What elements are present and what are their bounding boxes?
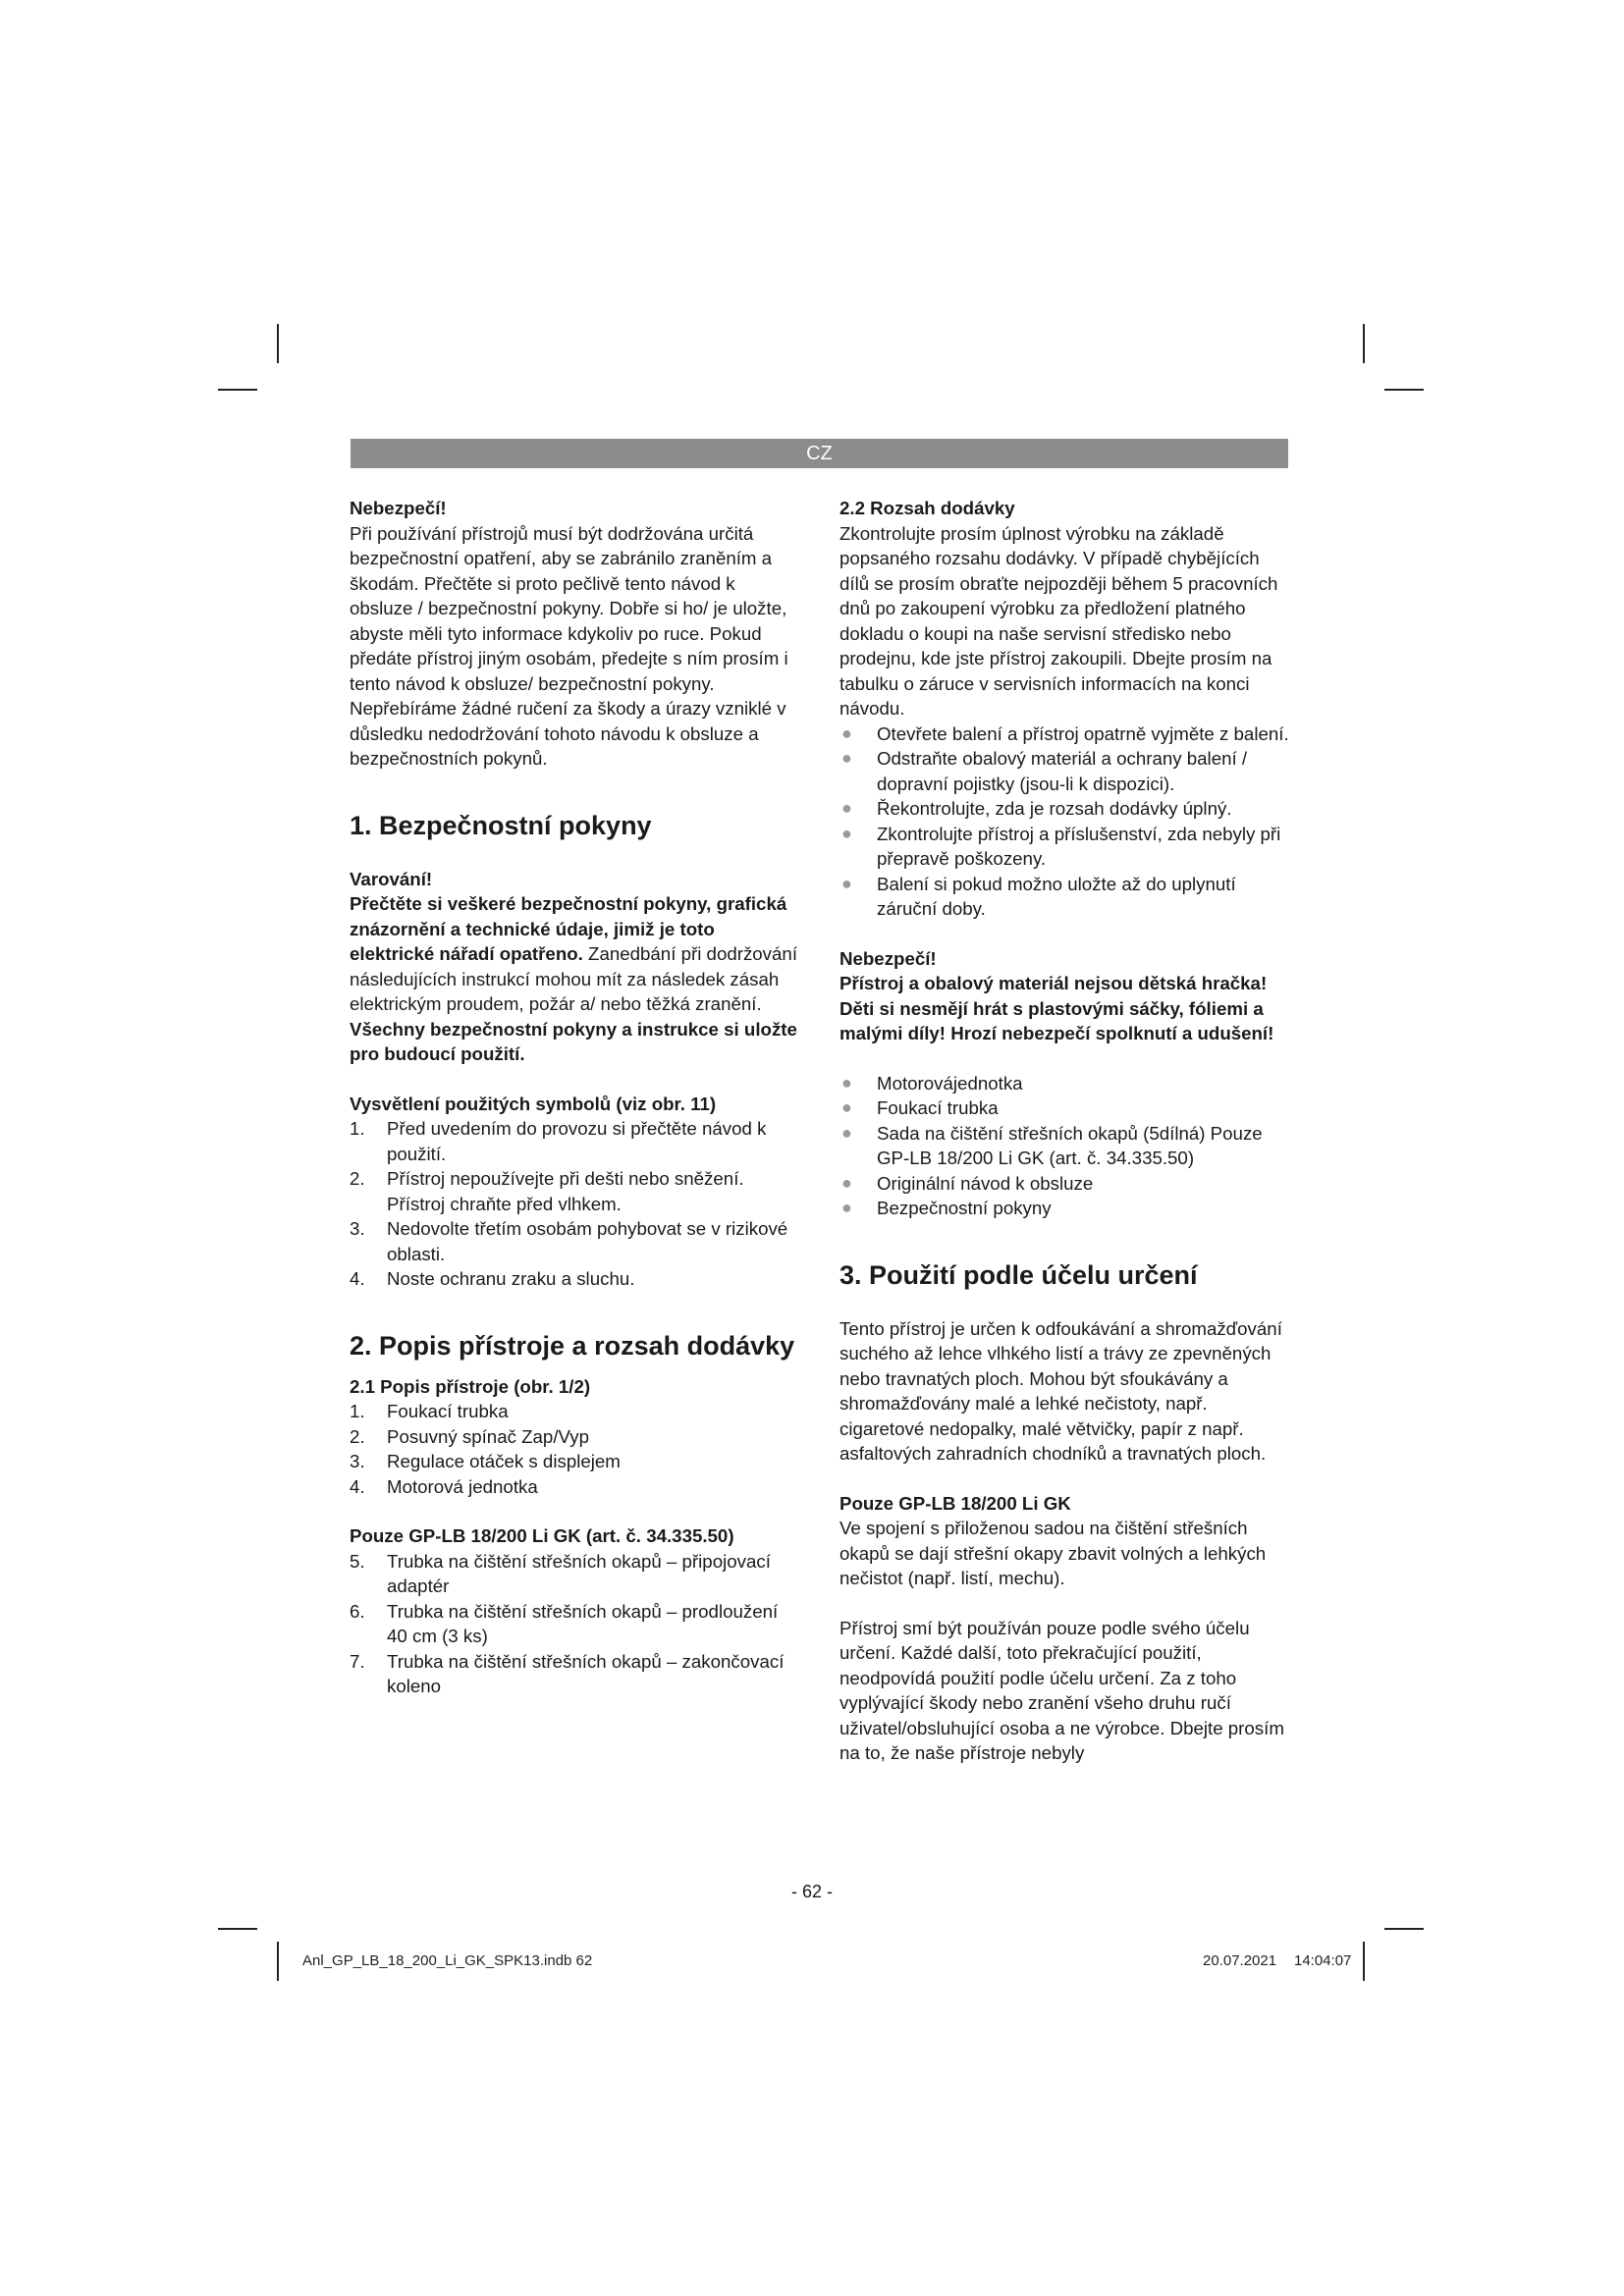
bullet-icon: ● bbox=[841, 1097, 852, 1117]
crop-mark bbox=[218, 389, 257, 391]
bullet-icon: ● bbox=[841, 1172, 852, 1193]
list-item: 1. Foukací trubka bbox=[350, 1401, 509, 1421]
danger-heading: Nebezpečí! bbox=[839, 947, 937, 969]
language-header bbox=[351, 439, 1288, 468]
danger-warning-text: Přístroj a obalový materiál nejsou dětská hračka! Děti si nesmějí hrát s plastovými sáčky, fóliemi a malými díly! Hrozí nebezpečí spolknutí a udušení! bbox=[839, 973, 1274, 1043]
crop-mark bbox=[1363, 1942, 1365, 1981]
bullet-icon: ● bbox=[841, 748, 852, 768]
parts-list bbox=[350, 1399, 801, 1499]
list-item: ● Řekontrolujte, zda je rozsah dodávky úplný. bbox=[839, 796, 1291, 822]
page-number: - 62 - bbox=[790, 1882, 833, 1901]
list-item: ● Bezpečnostní pokyny bbox=[839, 1196, 1291, 1221]
delivery-paragraph: Zkontrolujte prosím úplnost výrobku na základě popsaného rozsahu dodávky. V případě chybějících dílů se prosím obraťte nejpozději během 5 pracovních dnů po zakoupení výrobku za předložení platného dokladu o koupi na naše servisní středisko nebo prodejnu, kde jste přístroj zakoupili. Dbejte prosím na tabulku o záruce v servisních informacích na konci návodu. bbox=[839, 522, 1278, 719]
liability-paragraph: Přístroj smí být používán pouze podle svého účelu určení. Každé další, toto překračující použití, neodpovídá použití podle účelu určení. Za z toho vyplývající škody nebo zranění všeho druhu ručí uživatel/obsluhující osoba a ne výrobce. Dbejte prosím na to, že naše přístroje nebyly bbox=[839, 1617, 1284, 1763]
crop-mark bbox=[1384, 1928, 1424, 1930]
keep-instructions-text: Všechny bezpečnostní pokyny a instrukce si uložte pro budoucí použití. bbox=[350, 1018, 797, 1064]
list-item: ● Originální návod k obsluze bbox=[839, 1171, 1291, 1197]
accessory-parts-list bbox=[350, 1549, 801, 1699]
only-model-heading: Pouze GP-LB 18/200 Li GK (art. č. 34.335.50) bbox=[350, 1525, 734, 1546]
list-item: 1. Před uvedením do provozu si přečtěte návod k použití. bbox=[350, 1118, 767, 1164]
list-item: 7. Trubka na čištění střešních okapů – zakončovací koleno bbox=[350, 1650, 785, 1696]
list-item: 3. Regulace otáček s displejem bbox=[350, 1451, 621, 1471]
section-3-title: 3. Použití podle účelu určení bbox=[839, 1259, 1198, 1290]
bullet-icon: ● bbox=[841, 1122, 852, 1143]
list-item: ● Balení si pokud možno uložte až do uplynutí záruční doby. bbox=[841, 873, 1236, 919]
crop-mark bbox=[277, 324, 279, 363]
list-item: 2. Přístroj nepoužívejte při dešti nebo sněžení. Přístroj chraňte před vlhkem. bbox=[350, 1168, 744, 1214]
crop-mark bbox=[1363, 324, 1365, 363]
symbols-list bbox=[350, 1116, 801, 1292]
footer-date: 20.07.2021 bbox=[1203, 1952, 1277, 1969]
only-model-heading: Pouze GP-LB 18/200 Li GK bbox=[839, 1492, 1071, 1514]
list-item: 6. Trubka na čištění střešních okapů – prodloužení 40 cm (3 ks) bbox=[350, 1600, 779, 1646]
crop-mark bbox=[1384, 389, 1424, 391]
list-item: 4. Noste ochranu zraku a sluchu. bbox=[350, 1268, 635, 1289]
gutter-kit-paragraph: Ve spojení s přiloženou sadou na čištění střešních okapů se dají střešní okapy zbavit volných a lehkých nečistot (např. listí, mechu). bbox=[839, 1518, 1267, 1588]
subsection-2-1-title: 2.1 Popis přístroje (obr. 1/2) bbox=[350, 1375, 591, 1397]
warning-paragraph bbox=[350, 891, 801, 1017]
crop-mark bbox=[277, 1942, 279, 1981]
right-column bbox=[839, 496, 1291, 1766]
footer-time: 14:04:07 bbox=[1294, 1952, 1352, 1969]
section-2-title: 2. Popis přístroje a rozsah dodávky bbox=[350, 1330, 795, 1361]
bullet-icon: ● bbox=[841, 823, 852, 843]
footer-file-info: Anl_GP_LB_18_200_Li_GK_SPK13.indb 62 bbox=[302, 1952, 593, 1969]
warning-text: Zanedbání při dodržování následujících instrukcí mohou mít za následek zásah elektrickým proudem, požár a/ nebo těžká zranění. bbox=[350, 943, 798, 1014]
symbols-heading: Vysvětlení použitých symbolů (viz obr. 11) bbox=[350, 1093, 717, 1114]
list-item: ● Motorovájednotka bbox=[839, 1071, 1291, 1096]
danger-paragraph: Při používání přístrojů musí být dodržována určitá bezpečnostní opatření, aby se zabránilo zraněním a škodám. Přečtěte si proto pečlivě tento návod k obsluze / bezpečnostní pokyny. Dobře si ho/ je uložte, abyste měli tyto informace kdykoliv po ruce. Pokud předáte přístroj jiným osobám, předejte s ním prosím i tento návod k obsluze/ bezpečnostní pokyny. Nepřebíráme žádné ručení za škody a úrazy vzniklé v důsledku nedodržování tohoto návodu k obsluze a bezpečnostních pokynů. bbox=[350, 522, 788, 769]
language-code: CZ bbox=[806, 443, 833, 464]
bullet-icon: ● bbox=[841, 873, 852, 893]
left-column bbox=[350, 496, 801, 1699]
danger-heading: Nebezpečí! bbox=[350, 498, 447, 518]
bullet-icon: ● bbox=[841, 722, 852, 743]
list-item: ● Foukací trubka bbox=[839, 1095, 1291, 1121]
list-item: ● Odstraňte obalový materiál a ochrany balení / dopravní pojistky (jsou-li k dispozici). bbox=[841, 748, 1248, 794]
warning-heading: Varování! bbox=[350, 868, 433, 889]
bullet-icon: ● bbox=[841, 1072, 852, 1093]
subsection-2-2-title: 2.2 Rozsah dodávky bbox=[839, 498, 1015, 518]
warning-bold-text: Přečtěte si veškeré bezpečnostní pokyny, grafická znázornění a technické údaje, jimiž je toto elektrické nářadí opatřeno. bbox=[350, 893, 787, 964]
bullet-icon: ● bbox=[841, 1198, 852, 1217]
list-item: ● Zkontrolujte přístroj a příslušenství, zda nebyly při přepravě poškozeny. bbox=[841, 823, 1281, 869]
intended-use-paragraph: Tento přístroj je určen k odfoukávání a shromažďování suchého až lehce vlhkého listí a trávy ze zpevněných nebo travnatých ploch. Mohou být sfoukávány a shromažďovány malé a lehké nečistoty, např. cigaretové nedopalky, malé větvičky, papír z např. asfaltových zahradních chodníků a travnatých ploch. bbox=[839, 1317, 1282, 1464]
list-item: ● Otevřete balení a přístroj opatrně vyjměte z balení. bbox=[839, 721, 1291, 747]
scope-bullets bbox=[839, 1071, 1291, 1221]
section-1-title: 1. Bezpečnostní pokyny bbox=[350, 810, 652, 840]
crop-mark bbox=[218, 1928, 257, 1930]
list-item: 4. Motorová jednotka bbox=[350, 1475, 538, 1497]
list-item: 5. Trubka na čištění střešních okapů – připojovací adaptér bbox=[350, 1550, 771, 1596]
delivery-bullets bbox=[839, 721, 1291, 922]
list-item: 2. Posuvný spínač Zap/Vyp bbox=[350, 1425, 590, 1447]
list-item: ● Sada na čištění střešních okapů (5dílná) Pouze GP-LB 18/200 Li GK (art. č. 34.335.50) bbox=[841, 1122, 1263, 1168]
bullet-icon: ● bbox=[841, 798, 852, 818]
list-item: 3. Nedovolte třetím osobám pohybovat se v rizikové oblasti. bbox=[350, 1218, 788, 1264]
